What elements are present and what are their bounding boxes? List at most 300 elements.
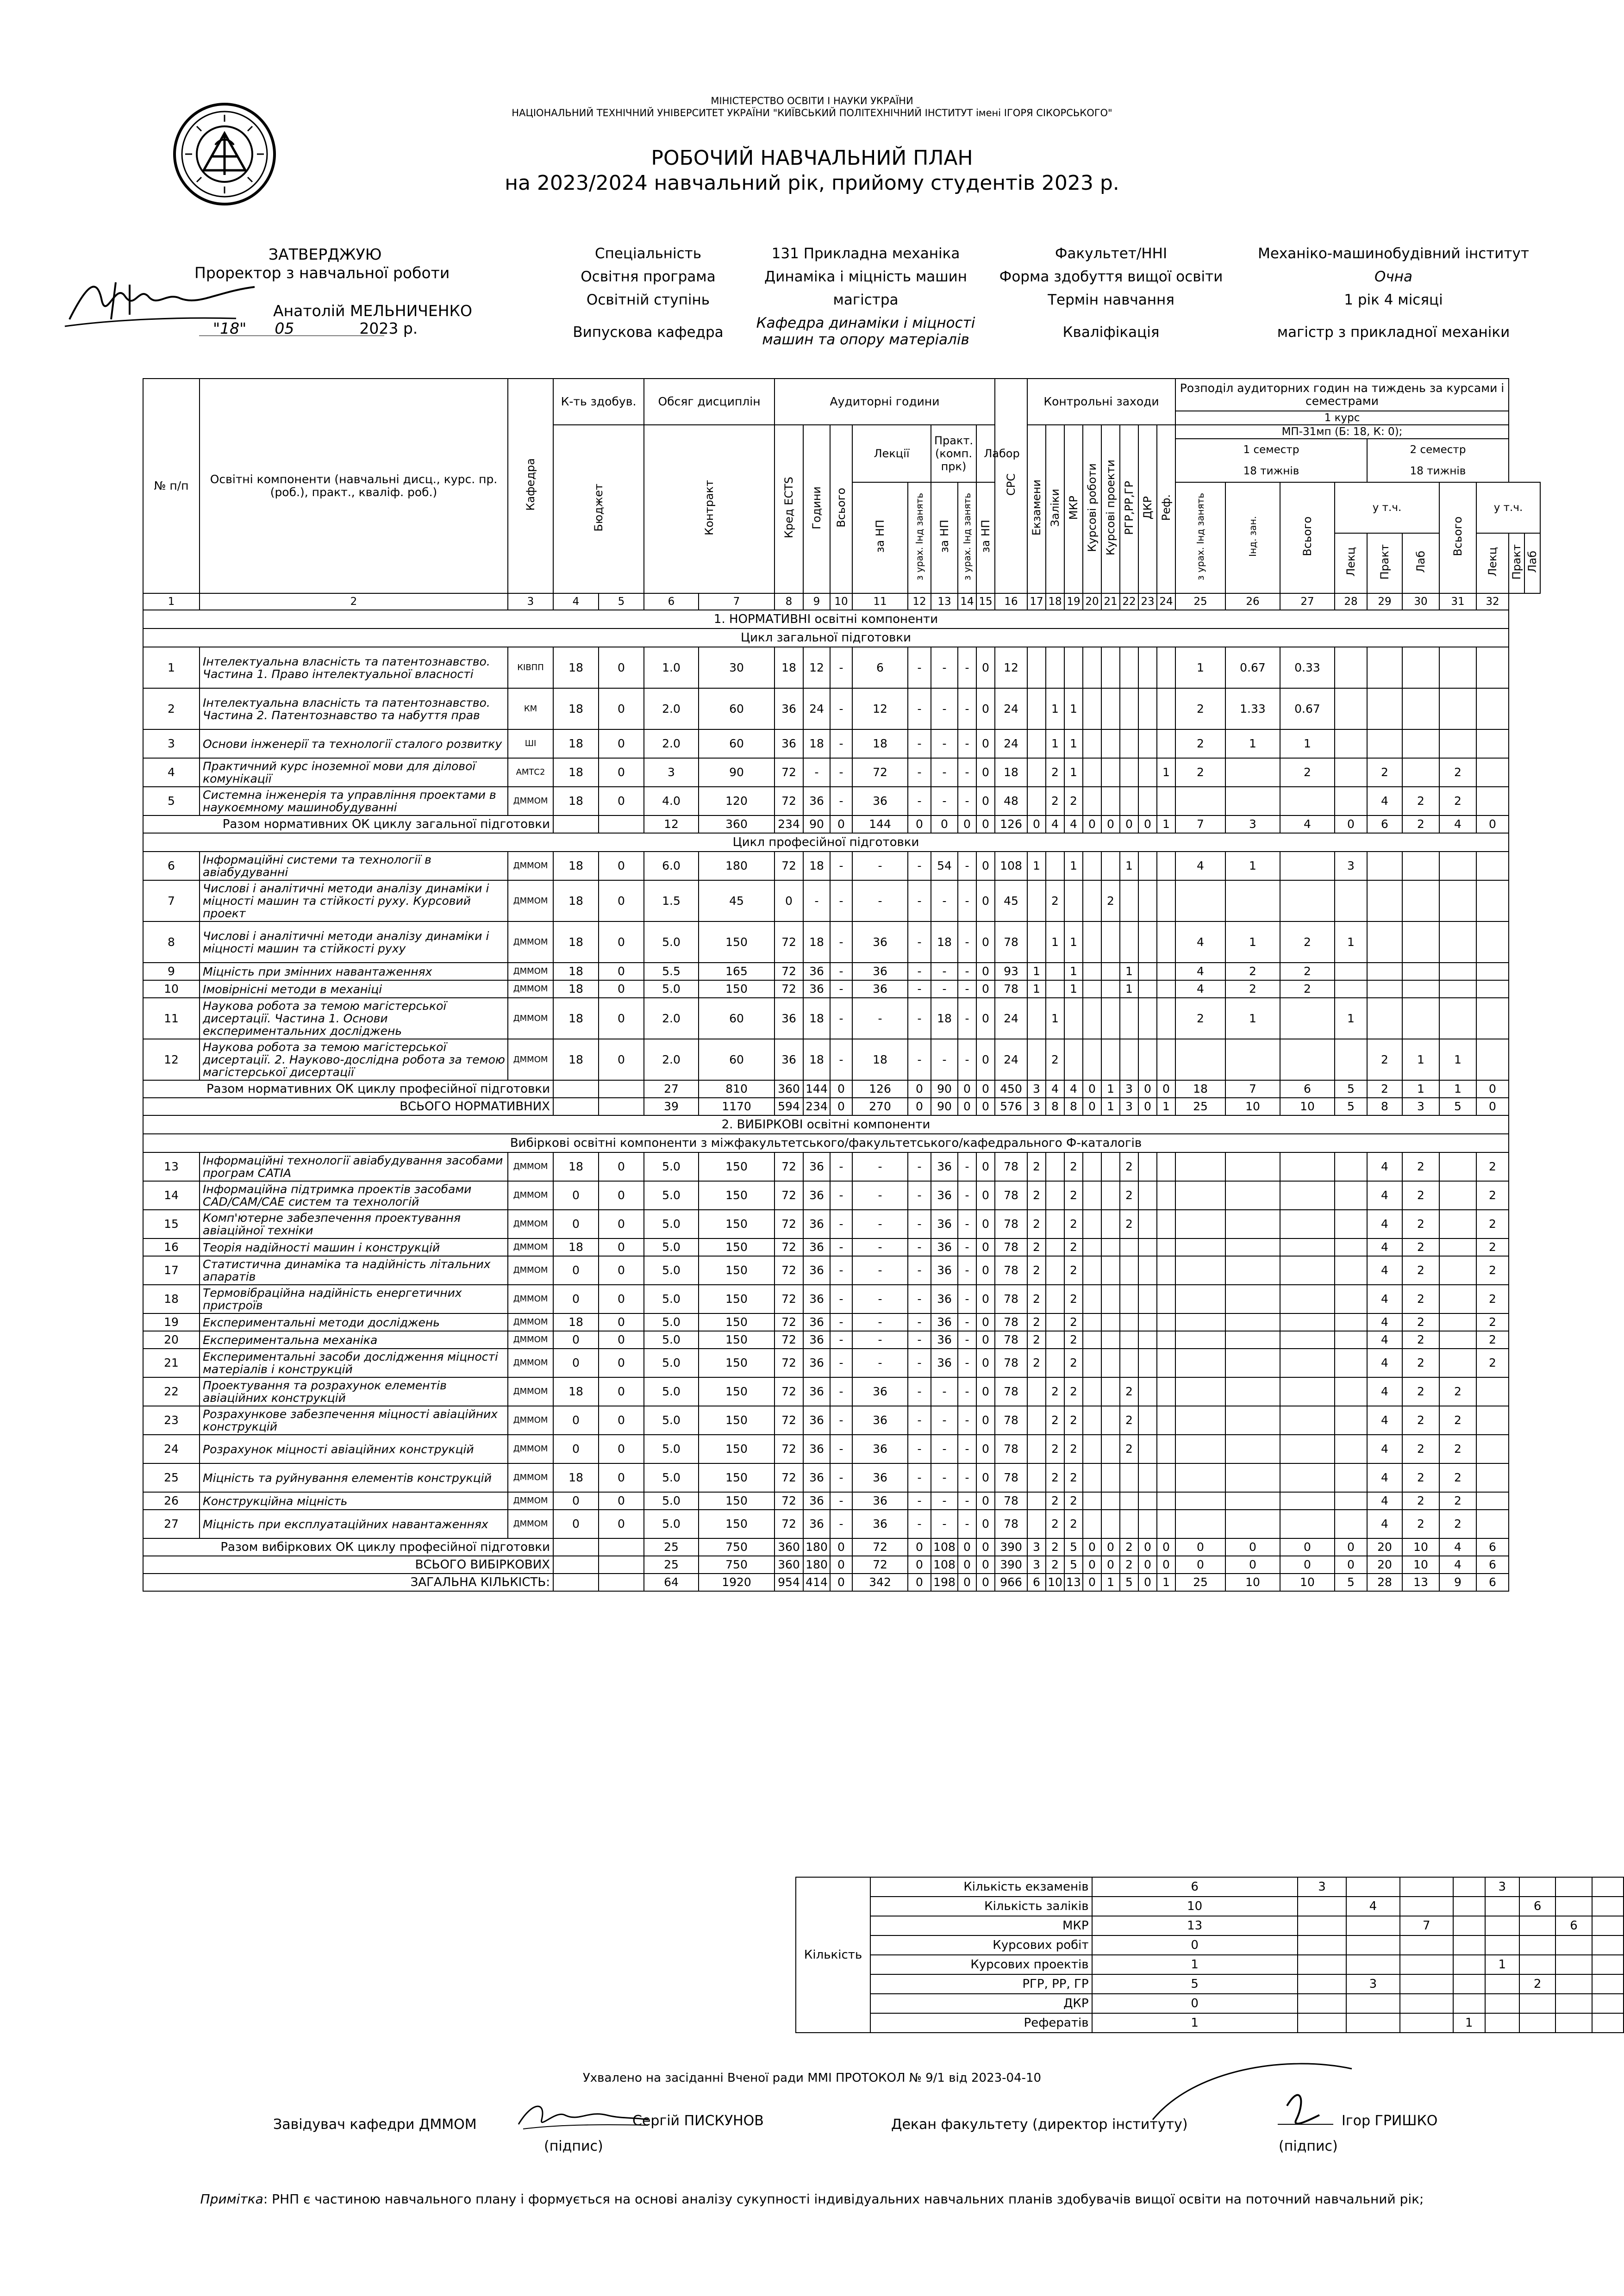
value-cell: -: [931, 729, 958, 758]
total-row: [143, 1538, 1540, 1556]
value-cell: [1476, 688, 1509, 729]
value-cell: 0: [599, 980, 644, 998]
value-cell: -: [908, 1152, 931, 1181]
total-cell: 7: [1175, 815, 1225, 833]
value-cell: [1402, 963, 1439, 980]
value-cell: 24: [995, 998, 1027, 1039]
value-cell: [1027, 998, 1046, 1039]
value-cell: 2.0: [644, 729, 699, 758]
value-cell: [1367, 880, 1402, 921]
value-cell: 1: [1120, 852, 1138, 880]
component-name: Експериментальна механіка: [200, 1331, 508, 1349]
value-cell: 78: [995, 1181, 1027, 1210]
value-cell: 0: [599, 787, 644, 815]
total-cell: 12: [644, 815, 699, 833]
col-volume-header: Обсяг дисциплін: [644, 379, 775, 425]
summary-name: МКР: [870, 1916, 1092, 1935]
value-cell: [1120, 688, 1138, 729]
value-cell: 150: [699, 1181, 775, 1210]
value-cell: 36: [931, 1181, 958, 1210]
value-cell: [1280, 1463, 1335, 1492]
component-name: Міцність та руйнування елементів конструкцій: [200, 1463, 508, 1492]
value-cell: [1120, 921, 1138, 963]
value-cell: 4: [1367, 1238, 1402, 1256]
total-row: [143, 1098, 1540, 1115]
value-cell: 36: [775, 729, 803, 758]
component-name: Числові і аналітичні методи аналізу динаміки і міцності машин та стійкості руху: [200, 921, 508, 963]
value-cell: -: [908, 1463, 931, 1492]
total-cell: 0: [976, 1556, 995, 1574]
summary-cell: [1400, 1935, 1453, 1955]
value-cell: [1083, 1210, 1101, 1238]
value-cell: 2: [1280, 921, 1335, 963]
section-title: Цикл загальної підготовки: [143, 628, 1509, 647]
col-course-works-header: [1083, 425, 1101, 593]
dept-label: Випускова кафедра: [573, 324, 724, 341]
value-cell: 5.0: [644, 1210, 699, 1238]
value-cell: 0: [599, 1313, 644, 1331]
department-code: ДММОМ: [508, 1435, 553, 1463]
value-cell: -: [931, 1510, 958, 1538]
department-header-text: Кафедра: [524, 458, 537, 511]
value-cell: [1335, 1181, 1367, 1210]
total-cell: 0: [908, 815, 931, 833]
value-cell: 1: [1027, 852, 1046, 880]
value-cell: 4: [1367, 1181, 1402, 1210]
value-cell: [1367, 688, 1402, 729]
total-cell: 5: [1335, 1080, 1367, 1098]
value-cell: [1101, 688, 1120, 729]
value-cell: [1335, 980, 1367, 998]
value-cell: 2.0: [644, 688, 699, 729]
value-cell: [1225, 1313, 1280, 1331]
total-cell: 1: [1402, 1080, 1439, 1098]
total-cell: 0: [1083, 1098, 1101, 1115]
total-cell: 342: [852, 1574, 908, 1591]
value-cell: [1138, 1238, 1157, 1256]
pract-ind-header-text: з урах. Інд занять: [962, 492, 973, 580]
value-cell: 18: [931, 998, 958, 1039]
value-cell: -: [908, 980, 931, 998]
value-cell: 5.0: [644, 980, 699, 998]
total-cell: 2: [1046, 1538, 1064, 1556]
value-cell: [1476, 921, 1509, 963]
value-cell: [1439, 880, 1476, 921]
total-cell: 0: [1280, 1556, 1335, 1574]
value-cell: 0: [599, 1152, 644, 1181]
summary-cell: [1485, 1897, 1519, 1916]
value-cell: [1138, 647, 1157, 688]
table-row: [143, 1406, 1540, 1435]
value-cell: 2.0: [644, 998, 699, 1039]
column-number-cell: 22: [1120, 593, 1138, 610]
value-cell: 60: [699, 998, 775, 1039]
value-cell: 1: [1027, 980, 1046, 998]
value-cell: 0: [976, 963, 995, 980]
study-plan-body: [143, 610, 1540, 1591]
sem2-all-header-text: Всього: [1451, 516, 1464, 556]
value-cell: 4: [1367, 1406, 1402, 1435]
value-cell: 36: [803, 1285, 830, 1313]
value-cell: 0: [553, 1181, 599, 1210]
row-number: 9: [143, 963, 200, 980]
summary-row: [796, 1974, 1624, 1994]
total-cell: 234: [803, 1098, 830, 1115]
value-cell: 4: [1367, 1435, 1402, 1463]
sem1-name: 1 семестр: [1243, 444, 1299, 456]
total-cell: 0: [830, 1080, 852, 1098]
value-cell: 0: [599, 1406, 644, 1435]
value-cell: 0: [976, 647, 995, 688]
total-cell: 6: [1476, 1574, 1509, 1591]
total-cell: 10: [1402, 1538, 1439, 1556]
column-number-cell: 24: [1157, 593, 1175, 610]
column-number-cell: 15: [976, 593, 995, 610]
summary-cell: [1453, 1916, 1485, 1935]
total-cell: 2: [1402, 815, 1439, 833]
value-cell: [1439, 729, 1476, 758]
department-code: ДММОМ: [508, 1256, 553, 1285]
value-cell: [1476, 880, 1509, 921]
value-cell: 36: [803, 1210, 830, 1238]
value-cell: 18: [553, 921, 599, 963]
value-cell: [1402, 880, 1439, 921]
value-cell: -: [830, 1377, 852, 1406]
total-cell: 0: [1083, 1574, 1101, 1591]
value-cell: [1476, 758, 1509, 787]
value-cell: 2: [1064, 1463, 1083, 1492]
table-row: [143, 1181, 1540, 1210]
value-cell: 0: [599, 880, 644, 921]
approve-date-year: 2023 р.: [359, 319, 418, 337]
value-cell: [1439, 688, 1476, 729]
summary-cell: [1519, 1955, 1555, 1974]
total-cell: [553, 1556, 599, 1574]
value-cell: 0: [775, 880, 803, 921]
value-cell: 2: [1225, 980, 1280, 998]
summary-cell: [1592, 1955, 1624, 1974]
value-cell: 5.5: [644, 963, 699, 980]
value-cell: 1: [1120, 980, 1138, 998]
department-code: ДММОМ: [508, 980, 553, 998]
summary-value: 5: [1092, 1974, 1298, 1994]
value-cell: [1120, 1039, 1138, 1080]
department-code: АМТС2: [508, 758, 553, 787]
value-cell: [1083, 1492, 1101, 1510]
value-cell: 150: [699, 1238, 775, 1256]
col-sem1-all-header: [1280, 482, 1335, 593]
value-cell: 72: [775, 758, 803, 787]
value-cell: 2: [1476, 1349, 1509, 1377]
summary-cell: 3: [1346, 1974, 1399, 1994]
total-cell: 4: [1280, 815, 1335, 833]
value-cell: 2: [1367, 758, 1402, 787]
value-cell: [1138, 729, 1157, 758]
value-cell: 36: [931, 1331, 958, 1349]
summary-row: [796, 1955, 1624, 1974]
value-cell: 78: [995, 1377, 1027, 1406]
total-cell: 0: [958, 1080, 976, 1098]
value-cell: [1476, 647, 1509, 688]
summary-cell: 1: [1453, 2013, 1485, 2033]
value-cell: 4: [1367, 1492, 1402, 1510]
value-cell: [1120, 787, 1138, 815]
value-cell: 0: [599, 852, 644, 880]
summary-row: [796, 1916, 1624, 1935]
value-cell: -: [908, 998, 931, 1039]
component-name: Інформаційні технології авіабудування засобами програм CATIA: [200, 1152, 508, 1181]
value-cell: -: [830, 1210, 852, 1238]
summary-table: [795, 1877, 1624, 2033]
row-number: 26: [143, 1492, 200, 1510]
value-cell: [1367, 921, 1402, 963]
value-cell: -: [830, 1256, 852, 1285]
value-cell: [1225, 1210, 1280, 1238]
value-cell: [1439, 1331, 1476, 1349]
value-cell: [1476, 1492, 1509, 1510]
value-cell: 1: [1439, 1039, 1476, 1080]
total-cell: 180: [803, 1556, 830, 1574]
value-cell: -: [958, 1313, 976, 1331]
value-cell: 2: [1046, 1435, 1064, 1463]
value-cell: [1175, 1313, 1225, 1331]
summary-row: [796, 1994, 1624, 2013]
sem2-lect-header: [1476, 533, 1509, 593]
summary-cell: [1453, 1877, 1485, 1897]
summary-row: [796, 2013, 1624, 2033]
summary-cell: [1346, 1916, 1399, 1935]
col-seats-header: К-ть здобув.: [553, 379, 644, 425]
value-cell: -: [830, 688, 852, 729]
value-cell: [1120, 880, 1138, 921]
total-cell: 0: [1138, 815, 1157, 833]
total-cell: 0: [1083, 815, 1101, 833]
value-cell: 0: [599, 758, 644, 787]
total-cell: [599, 1080, 644, 1098]
value-cell: 0: [599, 1463, 644, 1492]
value-cell: [1225, 880, 1280, 921]
value-cell: -: [958, 729, 976, 758]
value-cell: 0: [553, 1331, 599, 1349]
summary-cell: [1592, 2013, 1624, 2033]
total-cell: 0: [830, 1574, 852, 1591]
value-cell: 18: [803, 998, 830, 1039]
table-row: [143, 1210, 1540, 1238]
value-cell: -: [908, 880, 931, 921]
col-pract-ind-header: [958, 482, 976, 593]
value-cell: [1335, 758, 1367, 787]
col-lectures-header: Лекції: [852, 425, 931, 482]
total-cell: 4: [1064, 1080, 1083, 1098]
value-cell: 2: [1402, 1313, 1439, 1331]
value-cell: 36: [852, 1377, 908, 1406]
row-number: 15: [143, 1210, 200, 1238]
value-cell: 0: [976, 1349, 995, 1377]
column-number-cell: 29: [1367, 593, 1402, 610]
total-cell: 126: [852, 1080, 908, 1098]
value-cell: [1101, 758, 1120, 787]
value-cell: 36: [803, 1238, 830, 1256]
total-cell: 0: [1476, 815, 1509, 833]
sem1-all-header-text: Всього: [1301, 516, 1314, 556]
value-cell: -: [852, 1349, 908, 1377]
total-cell: 270: [852, 1098, 908, 1115]
value-cell: [1046, 852, 1064, 880]
value-cell: 1: [1027, 963, 1046, 980]
pract-np-header-text: за НП: [938, 520, 951, 553]
value-cell: 2: [1439, 1463, 1476, 1492]
value-cell: -: [958, 963, 976, 980]
value-cell: 0: [599, 1285, 644, 1313]
value-cell: [1083, 1152, 1101, 1181]
total-cell: 13: [1064, 1574, 1083, 1591]
col-rgr-header: [1120, 425, 1138, 593]
value-cell: [1120, 998, 1138, 1039]
summary-cell: [1400, 1877, 1453, 1897]
value-cell: 0: [976, 1152, 995, 1181]
total-cell: 360: [775, 1556, 803, 1574]
value-cell: [1439, 1152, 1476, 1181]
value-cell: 72: [775, 980, 803, 998]
value-cell: -: [830, 880, 852, 921]
value-cell: [1120, 1285, 1138, 1313]
value-cell: [1280, 1377, 1335, 1406]
summary-cell: [1453, 1974, 1485, 1994]
component-name: Інформаційні системи та технології в авіабудуванні: [200, 852, 508, 880]
value-cell: 150: [699, 1256, 775, 1285]
sem1-lab-header-text: Лаб: [1414, 551, 1427, 573]
value-cell: 36: [803, 1349, 830, 1377]
table-row: [143, 647, 1540, 688]
value-cell: 0: [553, 1285, 599, 1313]
total-cell: [553, 1574, 599, 1591]
value-cell: [1120, 758, 1138, 787]
value-cell: [1101, 1406, 1120, 1435]
value-cell: [1439, 1285, 1476, 1313]
value-cell: [1439, 1256, 1476, 1285]
section-title: Цикл професійної підготовки: [143, 833, 1509, 852]
value-cell: 5.0: [644, 1181, 699, 1210]
value-cell: [1225, 758, 1280, 787]
column-number-cell: 25: [1175, 593, 1225, 610]
study-plan-table: [143, 378, 1541, 1592]
summary-cell: 2: [1519, 1974, 1555, 1994]
value-cell: -: [852, 1256, 908, 1285]
head-signature-icon: [514, 2092, 653, 2138]
value-cell: [1280, 1152, 1335, 1181]
value-cell: [1175, 1492, 1225, 1510]
value-cell: 93: [995, 963, 1027, 980]
total-cell: 39: [644, 1098, 699, 1115]
value-cell: [1027, 758, 1046, 787]
table-row: [143, 1238, 1540, 1256]
value-cell: 2: [1402, 1377, 1439, 1406]
value-cell: [1027, 787, 1046, 815]
value-cell: [1083, 1406, 1101, 1435]
value-cell: 0: [599, 1039, 644, 1080]
total-cell: 13: [1402, 1574, 1439, 1591]
value-cell: [1280, 880, 1335, 921]
col-components-header: Освітні компоненти (навчальні дисц., курс. пр.(роб.), практ., кваліф. роб.): [200, 379, 508, 593]
value-cell: [1157, 852, 1175, 880]
summary-name: Рефератів: [870, 2013, 1092, 2033]
value-cell: [1225, 1256, 1280, 1285]
value-cell: [1101, 729, 1120, 758]
value-cell: 1: [1064, 758, 1083, 787]
credits-header-text: Заліки: [1049, 488, 1062, 527]
summary-cell: [1400, 2013, 1453, 2033]
value-cell: [1027, 1492, 1046, 1510]
value-cell: 1: [1225, 998, 1280, 1039]
value-cell: [1083, 729, 1101, 758]
value-cell: [1101, 1313, 1120, 1331]
value-cell: 2: [1027, 1181, 1046, 1210]
summary-cell: [1346, 2013, 1399, 2033]
sem2-pract-header: [1509, 533, 1524, 593]
value-cell: 2: [1064, 1349, 1083, 1377]
qual-label: Кваліфікація: [1062, 324, 1160, 341]
value-cell: [1175, 1331, 1225, 1349]
value-cell: [1083, 1256, 1101, 1285]
value-cell: [1280, 1406, 1335, 1435]
column-number-cell: 17: [1027, 593, 1046, 610]
value-cell: 36: [803, 1510, 830, 1538]
exams-header-text: Екзамени: [1030, 479, 1043, 536]
row-number: 23: [143, 1406, 200, 1435]
value-cell: 60: [699, 688, 775, 729]
value-cell: [1335, 787, 1367, 815]
value-cell: [1175, 880, 1225, 921]
value-cell: -: [852, 1331, 908, 1349]
value-cell: 2: [1120, 1152, 1138, 1181]
value-cell: 2: [1027, 1285, 1046, 1313]
department-code: КМ: [508, 688, 553, 729]
value-cell: 72: [775, 921, 803, 963]
value-cell: 36: [931, 1152, 958, 1181]
value-cell: [1101, 1039, 1120, 1080]
value-cell: [1157, 998, 1175, 1039]
department-code: ДММОМ: [508, 1210, 553, 1238]
component-name: Розрахунок міцності авіаційних конструкцій: [200, 1435, 508, 1463]
summary-cell: [1298, 1994, 1347, 2013]
sem2-weeks: 18 тижнів: [1410, 465, 1466, 477]
col-lect-np-header: [852, 482, 908, 593]
total-cell: 0: [1083, 1080, 1101, 1098]
value-cell: [1083, 852, 1101, 880]
section-title: Вибіркові освітні компоненти з міжфакультетського/факультетського/кафедрального Ф-каталогів: [143, 1134, 1509, 1152]
summary-name: Курсових проектів: [870, 1955, 1092, 1974]
value-cell: 0: [599, 647, 644, 688]
value-cell: 2: [1280, 963, 1335, 980]
department-code: ДММОМ: [508, 998, 553, 1039]
department-code: ДММОМ: [508, 963, 553, 980]
dean-name: Ігор ГРИШКО: [1342, 2113, 1438, 2129]
summary-cell: [1298, 1974, 1347, 1994]
ministry-name: МІНІСТЕРСТВО ОСВІТИ І НАУКИ УКРАЇНИ: [711, 95, 913, 106]
value-cell: -: [931, 1406, 958, 1435]
value-cell: [1138, 1181, 1157, 1210]
value-cell: 2: [1120, 1210, 1138, 1238]
value-cell: [1175, 1039, 1225, 1080]
component-name: Наукова робота за темою магістерської дисертації. 2. Науково-дослідна робота за темою магістерської дисертації: [200, 1039, 508, 1080]
total-cell: [553, 1098, 599, 1115]
column-number-cell: 31: [1439, 593, 1476, 610]
value-cell: [1138, 998, 1157, 1039]
component-name: Інтелектуальна власність та патентознавство. Частина 2. Патентознавство та набуття прав: [200, 688, 508, 729]
section-row: [143, 833, 1540, 852]
value-cell: 0: [599, 1238, 644, 1256]
component-name: Конструкційна міцність: [200, 1492, 508, 1510]
